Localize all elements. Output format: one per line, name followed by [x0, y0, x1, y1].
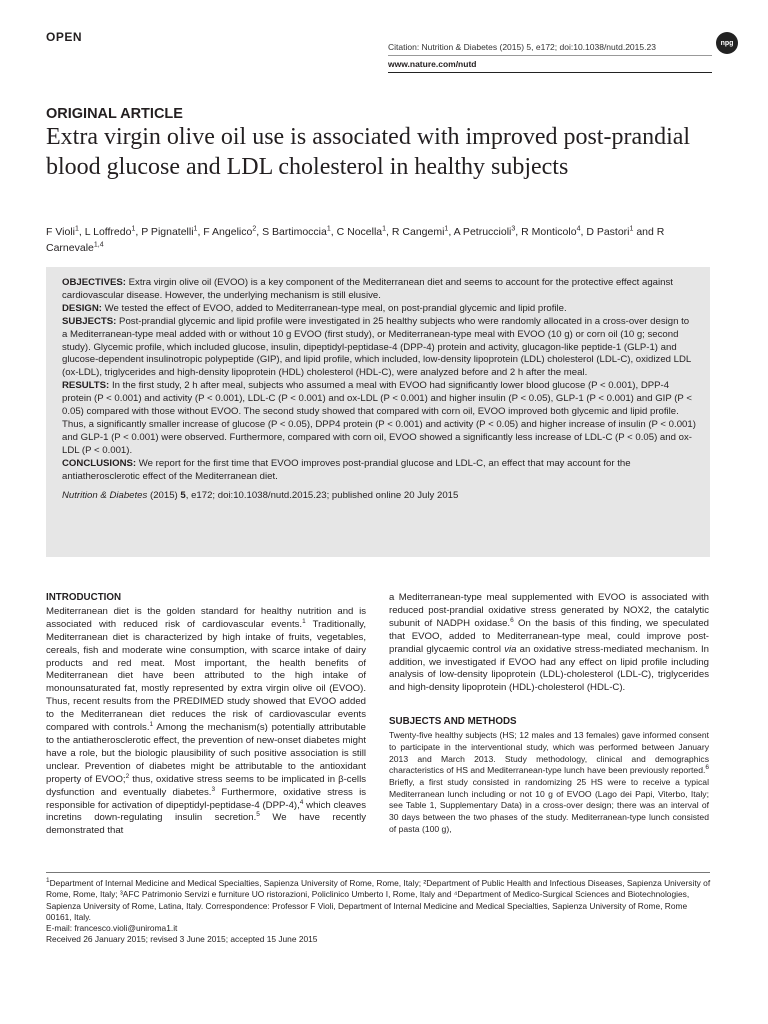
- methods-heading: SUBJECTS AND METHODS: [389, 716, 517, 728]
- author-name: L Loffredo: [84, 226, 132, 238]
- article-dates: Received 26 January 2015; revised 3 June 2015; accepted 15 June 2015: [46, 934, 318, 945]
- author-affiliation-mark: 1,4: [93, 241, 104, 249]
- author-affiliation-mark: 1: [74, 225, 79, 233]
- author-affiliation-mark: 4: [576, 225, 581, 233]
- author-name: R Monticolo: [521, 226, 577, 238]
- author-affiliation-mark: 1: [444, 225, 449, 233]
- author-affiliation-mark: 1: [629, 225, 634, 233]
- author-name: P Pignatelli: [141, 226, 194, 238]
- header-divider-thick: [388, 72, 712, 73]
- author-name: R Carnevale: [46, 226, 665, 254]
- author-name: D Pastori: [586, 226, 630, 238]
- author-affiliation-mark: 3: [511, 225, 516, 233]
- abstract-results: RESULTS: In the first study, 2 h after meal, subjects who assumed a meal with EVOO had significantly lower blood glucose (P < 0.001), DPP-4 protein (P < 0.001) and activity (P < 0.001), LDL-C (P < 0.001) and ox-LDL (P < 0.001) and higher insulin (P < 0.05), GLP-1 (P < 0.001) and GIP (P < 0.05) compared with those without EVOO. The second study showed that compared with corn oil, EVOO improved both glycemic and lipid profile. Thus, a significantly smaller increase of glucose (P < 0.05), DPP4 protein (P < 0.001) and activity (P < 0.05) and higher increase of insulin (P < 0.001) and GLP-1 (P < 0.001) were observed. Furthermore, compared with corn oil, EVOO showed a significantly less increase of LDL-C (P < 0.05) and ox-LDL (P < 0.001).: [62, 380, 696, 456]
- footnote: [46, 878, 714, 946]
- author-name: A Petruccioli: [453, 226, 512, 238]
- article-title: Extra virgin olive oil use is associated with improved post-prandial blood glucose and LDL cholesterol in healthy subjects: [46, 124, 691, 180]
- footnote-divider: [46, 872, 710, 873]
- methods-text: Twenty-five healthy subjects (HS; 12 males and 13 females) gave informed consent to participate in the interventional study, which was performed between January 2013 and March 2013. Study methodology, clinical and demographics characteristics of HS and Mediterranean-type lunch have been previously reported.$^6$ Briefly, a first study consisted in randomizing 25 HS were to receive a typical Mediterranean lunch including or not 10 g of EVOO (Lago dei Papi, Viterbo, Italy; see Table 1, Supplementary Data) in a cross-over design; there was an interval of 30 days between the two phases of the study. Mediterranean-type lunch consisted of pasta (100 g),: [389, 730, 709, 834]
- author-affiliation-mark: 1: [131, 225, 136, 233]
- author-name: F Violi: [46, 226, 75, 238]
- article-type-label: ORIGINAL ARTICLE: [46, 106, 183, 122]
- introduction-heading: INTRODUCTION: [46, 592, 122, 603]
- abstract-box: [46, 267, 710, 557]
- author-affiliation-mark: 1: [326, 225, 331, 233]
- header-divider: [388, 55, 712, 56]
- affiliations-text: $^1$Department of Internal Medicine and Medical Specialties, Sapienza University of Rome, Rome, Italy; ²Department of Public Health and Infectious Diseases, Sapienza University of Rome, Rome, Italy; ³AFC Patrimonio Servizi e furniture UO ristorazioni, Policlinico Umberto I, Rome, Italy and ⁴Department of Medico-Surgical Sciences and Biotechnologies, Sapienza University of Rome, Latina, Italy. Correspondence: Professor F Violi, Department of Internal Medicine and Medical Specialties, Sapienza University of Rome, Rome 00161, Italy.: [46, 877, 711, 922]
- author-affiliation-mark: 2: [252, 225, 257, 233]
- open-access-label: OPEN: [46, 30, 83, 44]
- journal-url-link[interactable]: www.nature.com/nutd: [388, 59, 477, 69]
- introduction-continued-text: a Mediterranean-type meal supplemented with EVOO is associated with reduced post-prandial oxidative stress generated by NOX2, the catalytic subunit of NADPH oxidase.$^6$ On the basis of this finding, we speculated that EVOO, added to Mediterranean-type meal, could improve post-prandial glycaemic control via an oxidative stress-mediated mechanism. In addition, we investigated if EVOO had any effect on lipid profile including analysis of low-density lipoprotein (LDL)-cholesterol (LDL-C), triglycerides and high-density lipoprotein (HDL)-cholesterol (HDL-C).: [389, 592, 710, 694]
- abstract-conclusions: CONCLUSIONS: We report for the first time that EVOO improves post-prandial glucose and LDL-C, an effect that may account for the antiatherosclerotic effect of the Mediterranean diet.: [62, 457, 631, 482]
- author-name: S Bartimoccia: [262, 226, 327, 238]
- abstract-citation: Nutrition & Diabetes (2015) 5, e172; doi:10.1038/nutd.2015.23; published online 20 July 2015: [62, 489, 459, 501]
- author-name: R Cangemi: [391, 226, 445, 238]
- abstract-design: DESIGN: We tested the effect of EVOO, added to Mediterranean-type meal, on post-prandial glycemic and lipid profile.: [62, 302, 567, 314]
- introduction-column: [46, 592, 366, 838]
- introduction-text: Mediterranean diet is the golden standard for healthy nutrition and is associated with reduced risk of cardiovascular events.$^1$ Traditionally, Mediterranean diet is characterized by high intake of fruits, vegetables, cereals, fish and moderate wine consumption, with scarce intake of dairy products and red meat. Most important, the health benefits of Mediterranean diet have been attributed to the high intake of monounsaturated fat, mostly represented by extra virgin olive oil (EVOO). Thus, recent results from the PREDIMED study showed that EVOO added to the Mediterranean diet reduces the risk of cardiovascular events compared with controls.$^1$ Among the mechanism(s) potentially attributable to the antiatherosclerotic effect, the prevention of new-onset diabetes might have a role, but the biologic plausibility of such positive association is still unclear. Prevention of diabetes might be attributable to the antioxidant property of EVOO;$^2$ thus, oxidative stress seems to be implicated in β-cells dysfunction and eventually diabetes.$^3$ Furthermore, oxidative stress is responsible for activation of dipeptidyl-peptidase-4 (DPP-4),$^4$ which cleaves incretins down-regulating insulin secretion.$^5$ We have recently demonstrated that: [46, 605, 367, 837]
- author-list: F Violi$^1$, L Loffredo$^1$, P Pignatelli$^1$, F Angelico$^2$, S Bartimoccia$^1$, C Nocella$^1$, R Cangemi$^1$, A Petruccioli$^3$, R Monticolo$^4$, D Pastori$^1$ and R Carnevale$^{1,4}$: [46, 225, 665, 254]
- author-name: F Angelico: [203, 226, 253, 238]
- abstract-objectives: OBJECTIVES: Extra virgin olive oil (EVOO) is a key component of the Mediterranean diet and seems to account for the protective effect against cardiovascular disease. However, the underlying mechanism is still elusive.: [62, 277, 673, 301]
- author-name: C Nocella: [336, 226, 383, 238]
- journal-citation: Citation: Nutrition & Diabetes (2015) 5, e172; doi:10.1038/nutd.2015.23: [388, 42, 656, 52]
- abstract-subjects: SUBJECTS: Post-prandial glycemic and lipid profile were investigated in 25 healthy subjects who were randomly allocated in a cross-over design to a Mediterranean-type meal added with or without 10 g EVOO (first study), or Mediterranean-type meal with EVOO (10 g) or corn oil (10 g; second study). Glycemic profile, which included glucose, insulin, dipeptidyl-peptidase-4 (DPP-4) protein and activity, glucagon-like peptide-1 (GLP-1) and glucose-dependent insulinotropic polypeptide (GIP), and lipid profile, which included, low-density lipoprotein (LDL) cholesterol (LDL-C), oxidized LDL (ox-LDL), triglycerides and high-density lipoprotein (HDL) cholesterol (HDL-C), were analyzed before and 2 h after the meal.: [62, 315, 691, 379]
- publisher-logo: npg: [716, 32, 738, 54]
- right-column: [389, 592, 709, 835]
- correspondence-email[interactable]: E-mail: francesco.violi@uniroma1.it: [46, 923, 178, 934]
- author-affiliation-mark: 1: [193, 225, 198, 233]
- author-affiliation-mark: 1: [382, 225, 387, 233]
